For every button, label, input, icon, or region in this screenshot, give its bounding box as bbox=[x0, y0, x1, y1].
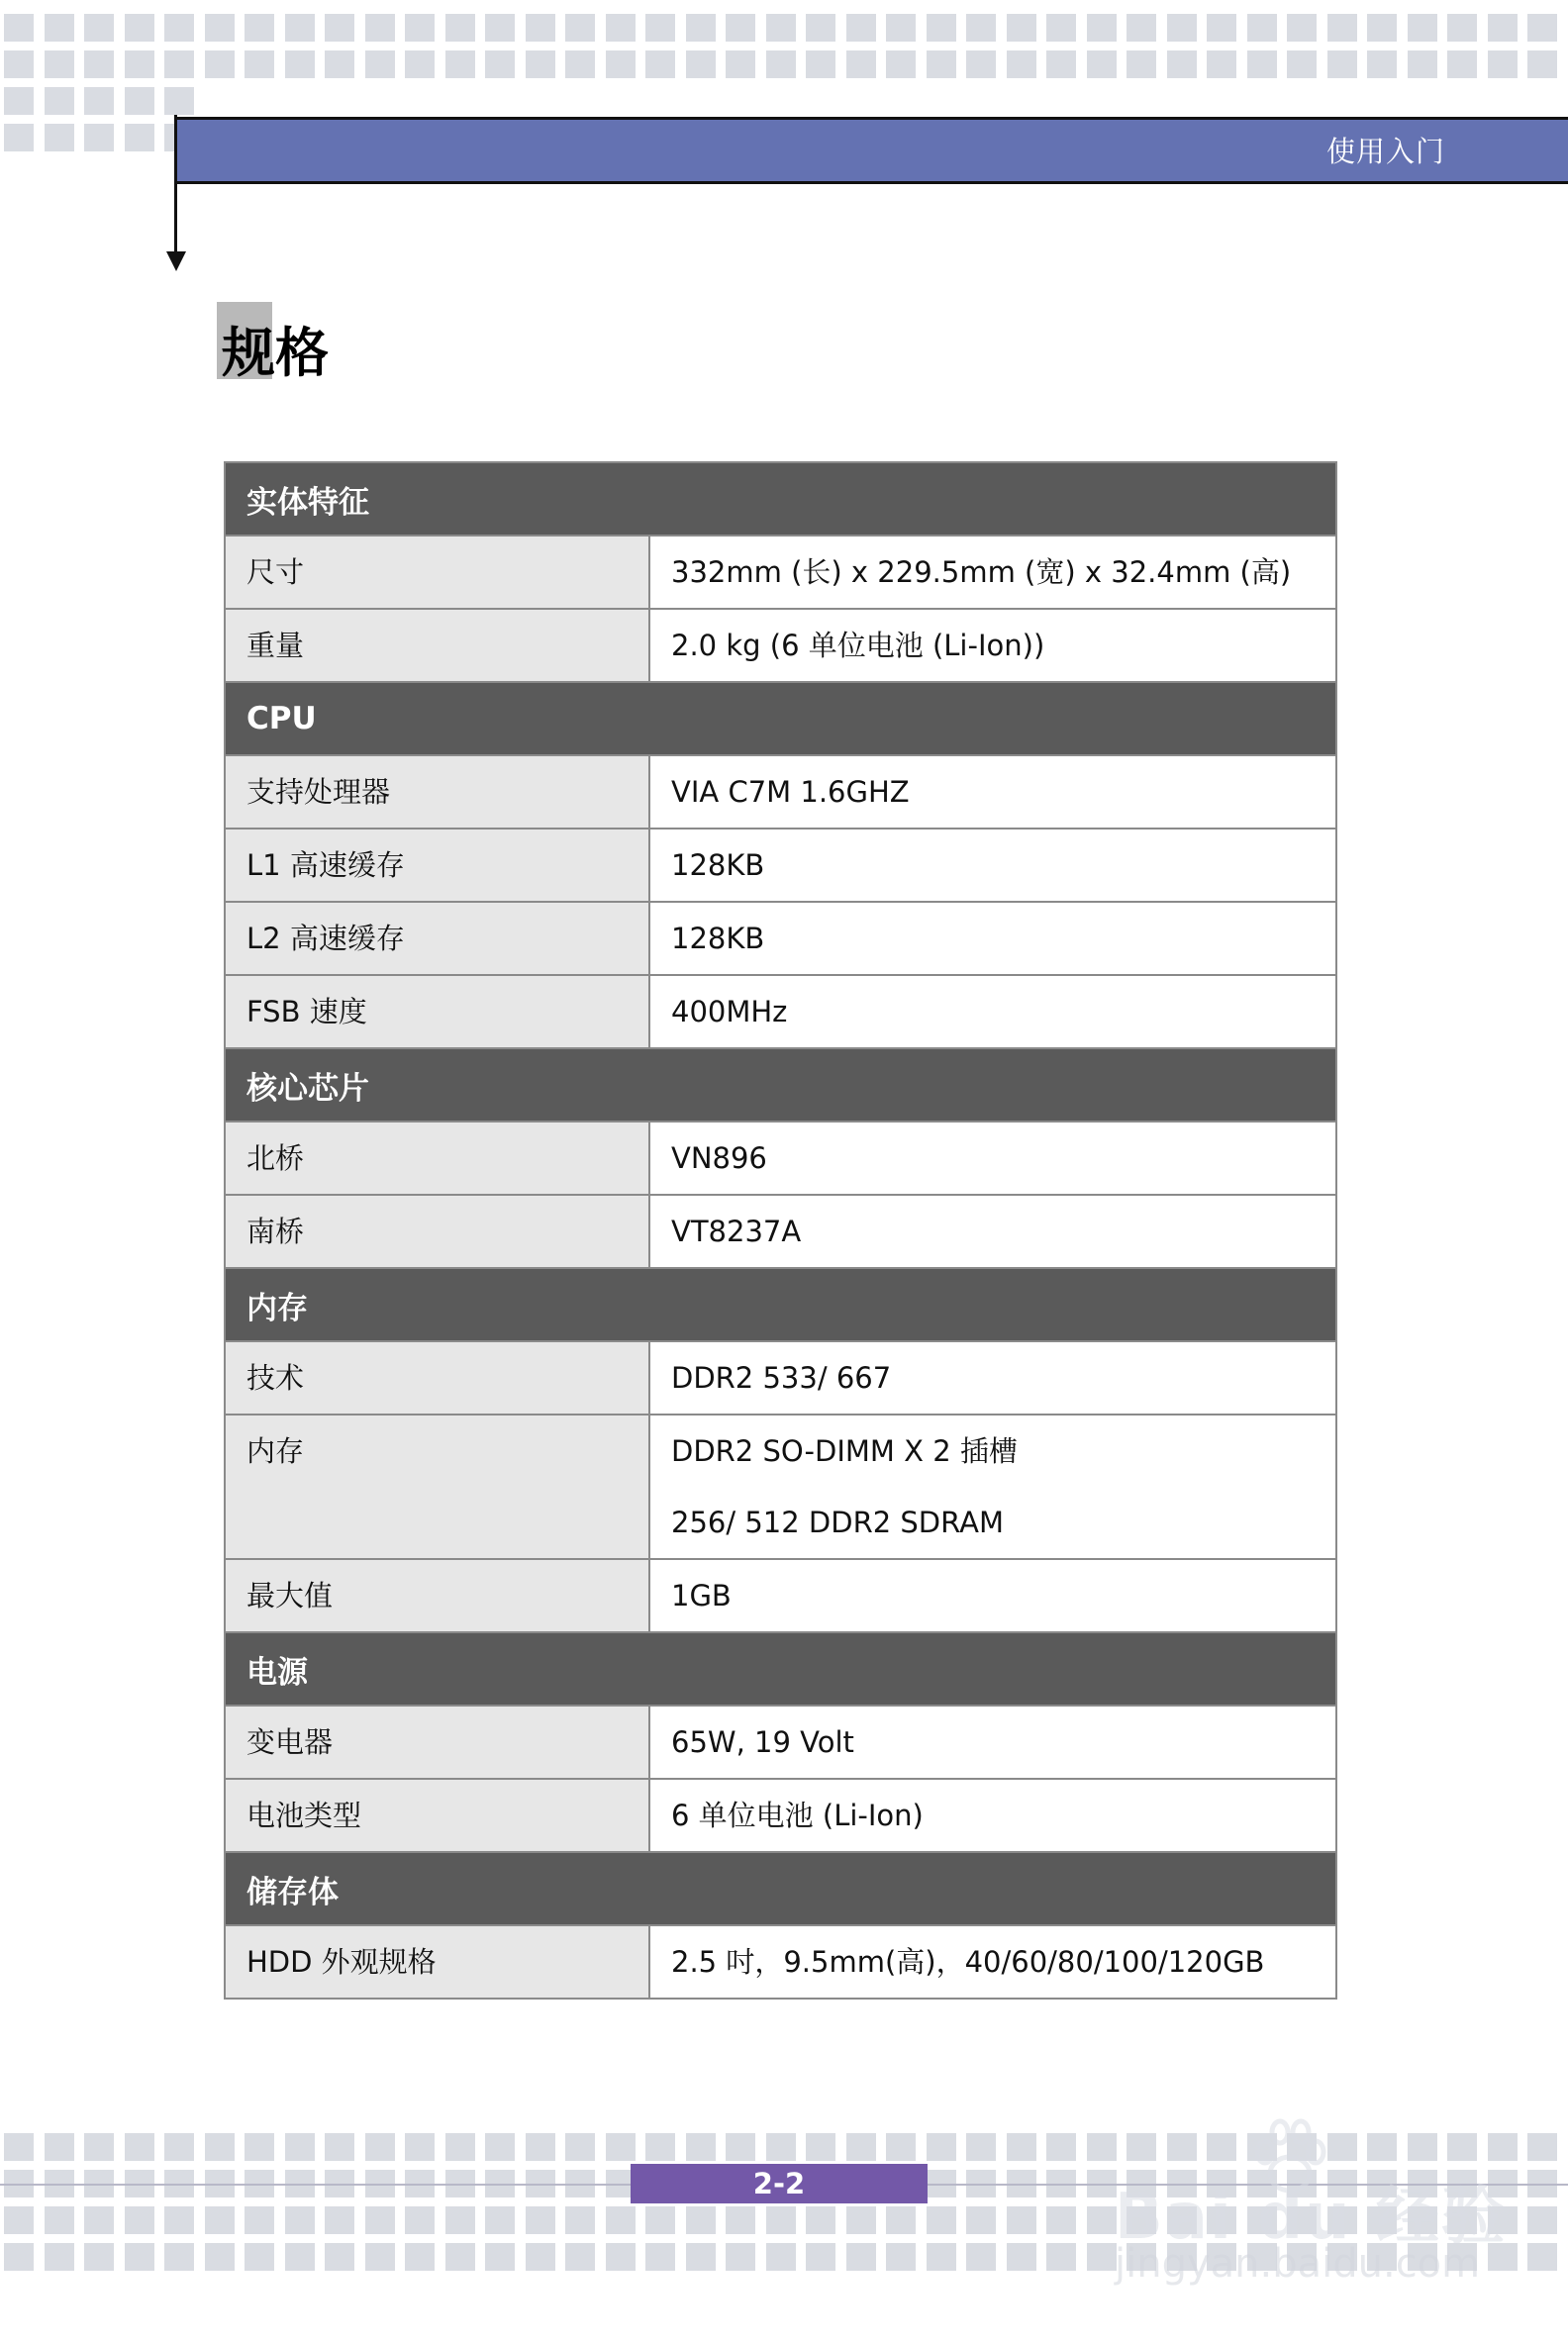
pattern-tile bbox=[1167, 50, 1197, 78]
spec-value-cell bbox=[650, 976, 1335, 1047]
pattern-tile bbox=[766, 50, 796, 78]
spec-value-cell bbox=[650, 830, 1335, 901]
pattern-tile bbox=[4, 2133, 34, 2161]
pattern-tile bbox=[45, 2243, 74, 2271]
spec-value: DDR2 SO-DIMM X 2 插槽 bbox=[671, 1434, 1018, 1468]
spec-label: L1 高速缓存 bbox=[246, 848, 405, 882]
pattern-tile bbox=[1087, 50, 1117, 78]
spec-label: 变电器 bbox=[246, 1725, 334, 1759]
pattern-tile bbox=[1287, 14, 1317, 42]
section-header-label: 实体特征 bbox=[246, 484, 369, 521]
spec-value-cell bbox=[650, 1926, 1335, 1998]
pattern-tile bbox=[125, 14, 154, 42]
spec-label: 电池类型 bbox=[246, 1799, 362, 1832]
pattern-tile bbox=[846, 50, 876, 78]
pattern-tile bbox=[45, 2206, 74, 2234]
pattern-tile bbox=[84, 2243, 114, 2271]
pattern-tile bbox=[4, 2243, 34, 2271]
pattern-tile bbox=[405, 2133, 435, 2161]
pattern-tile bbox=[806, 2133, 835, 2161]
section-header-row bbox=[226, 1853, 1335, 1926]
spec-label: L2 高速缓存 bbox=[246, 922, 405, 955]
spec-label-cell bbox=[226, 1780, 650, 1851]
pattern-tile bbox=[766, 2206, 796, 2234]
spec-value-cell bbox=[650, 537, 1335, 608]
spec-label: 重量 bbox=[246, 629, 305, 662]
pattern-tile bbox=[606, 14, 636, 42]
pattern-tile bbox=[84, 87, 114, 115]
pattern-tile bbox=[164, 14, 194, 42]
pattern-tile bbox=[245, 14, 274, 42]
pattern-tile bbox=[1367, 14, 1397, 42]
pattern-tile bbox=[365, 2133, 395, 2161]
pattern-tile bbox=[84, 2206, 114, 2234]
spec-row bbox=[226, 903, 1335, 976]
pattern-tile bbox=[886, 14, 916, 42]
section-header-row bbox=[226, 683, 1335, 756]
spec-value: VN896 bbox=[671, 1141, 767, 1175]
pattern-tile bbox=[565, 2206, 595, 2234]
pattern-tile bbox=[927, 14, 956, 42]
pattern-tile bbox=[1367, 50, 1397, 78]
header-vertical-line bbox=[174, 115, 177, 253]
pattern-tile bbox=[1046, 2133, 1076, 2161]
spec-label: 南桥 bbox=[246, 1215, 305, 1248]
pattern-tile bbox=[4, 14, 34, 42]
spec-label-cell bbox=[226, 1123, 650, 1194]
pattern-tile bbox=[726, 2206, 755, 2234]
spec-label-cell bbox=[226, 1196, 650, 1267]
pattern-tile bbox=[365, 50, 395, 78]
pattern-tile bbox=[966, 50, 996, 78]
page-title: 规格 bbox=[222, 321, 329, 384]
pattern-tile bbox=[927, 50, 956, 78]
pattern-tile bbox=[125, 124, 154, 151]
pattern-tile bbox=[1447, 14, 1477, 42]
pattern-tile bbox=[285, 2206, 315, 2234]
pattern-tile bbox=[645, 2243, 675, 2271]
section-header-row bbox=[226, 463, 1335, 537]
spec-label-cell bbox=[226, 756, 650, 828]
pattern-tile bbox=[1127, 14, 1156, 42]
spec-label: 最大值 bbox=[246, 1579, 334, 1612]
header-section-label: 使用入门 bbox=[1325, 135, 1445, 168]
pattern-tile bbox=[1247, 14, 1277, 42]
spec-value-cell bbox=[650, 756, 1335, 828]
spec-row bbox=[226, 610, 1335, 683]
pattern-tile bbox=[84, 2133, 114, 2161]
spec-value: 128KB bbox=[671, 848, 765, 882]
pattern-tile bbox=[966, 2133, 996, 2161]
spec-label-cell bbox=[226, 1342, 650, 1414]
spec-label: 内存 bbox=[246, 1434, 305, 1468]
spec-row bbox=[226, 1707, 1335, 1780]
spec-label-cell bbox=[226, 610, 650, 681]
pattern-tile bbox=[1046, 50, 1076, 78]
pattern-tile bbox=[485, 14, 515, 42]
pattern-tile bbox=[445, 50, 475, 78]
pattern-tile bbox=[806, 2206, 835, 2234]
pattern-tile bbox=[125, 87, 154, 115]
spec-label: HDD 外观规格 bbox=[246, 1945, 437, 1979]
watermark-brand: Bai du 经验 bbox=[1115, 2181, 1507, 2254]
pattern-tile bbox=[645, 14, 675, 42]
spec-row bbox=[226, 1560, 1335, 1633]
pattern-tile bbox=[645, 2206, 675, 2234]
pattern-tile bbox=[606, 2133, 636, 2161]
pattern-tile bbox=[565, 14, 595, 42]
pattern-tile bbox=[485, 2133, 515, 2161]
pattern-tile bbox=[4, 2206, 34, 2234]
pattern-tile bbox=[1046, 2243, 1076, 2271]
pattern-tile bbox=[245, 2206, 274, 2234]
pattern-tile bbox=[4, 87, 34, 115]
spec-value-cell bbox=[650, 1342, 1335, 1414]
pattern-tile bbox=[927, 2243, 956, 2271]
spec-value-cell bbox=[650, 903, 1335, 974]
pattern-tile bbox=[365, 14, 395, 42]
pattern-tile bbox=[686, 2243, 716, 2271]
pattern-tile bbox=[125, 2206, 154, 2234]
pattern-tile bbox=[445, 2206, 475, 2234]
pattern-tile bbox=[164, 87, 194, 115]
pattern-tile bbox=[445, 14, 475, 42]
section-header-label: CPU bbox=[246, 701, 317, 736]
pattern-tile bbox=[726, 2133, 755, 2161]
section-header-label: 内存 bbox=[246, 1290, 308, 1326]
spec-row bbox=[226, 830, 1335, 903]
pattern-tile bbox=[726, 50, 755, 78]
pattern-tile bbox=[1007, 50, 1036, 78]
pattern-tile bbox=[565, 2133, 595, 2161]
spec-row bbox=[226, 976, 1335, 1049]
pattern-tile bbox=[84, 50, 114, 78]
pattern-tile bbox=[245, 2243, 274, 2271]
pattern-tile bbox=[1527, 50, 1557, 78]
pattern-tile bbox=[125, 2133, 154, 2161]
pattern-tile bbox=[1287, 50, 1317, 78]
spec-value-cell bbox=[650, 1560, 1335, 1631]
pattern-tile bbox=[45, 14, 74, 42]
spec-row bbox=[226, 1780, 1335, 1853]
pattern-tile bbox=[405, 50, 435, 78]
pattern-tile bbox=[1087, 14, 1117, 42]
section-header-label: 电源 bbox=[246, 1654, 308, 1691]
pattern-tile bbox=[686, 14, 716, 42]
pattern-tile bbox=[445, 2243, 475, 2271]
pattern-tile bbox=[526, 2206, 555, 2234]
pattern-tile bbox=[1327, 14, 1357, 42]
pattern-tile bbox=[1007, 14, 1036, 42]
spec-value: 65W, 19 Volt bbox=[671, 1725, 854, 1759]
pattern-tile bbox=[205, 2206, 235, 2234]
pattern-tile bbox=[846, 14, 876, 42]
spec-value-cell bbox=[650, 1707, 1335, 1778]
page-number: 2-2 bbox=[752, 2167, 806, 2200]
pattern-tile bbox=[164, 50, 194, 78]
spec-row bbox=[226, 1123, 1335, 1196]
pattern-tile bbox=[325, 2206, 354, 2234]
spec-label: 技术 bbox=[246, 1361, 305, 1395]
pattern-tile bbox=[927, 2133, 956, 2161]
pattern-tile bbox=[205, 14, 235, 42]
pattern-tile bbox=[1127, 50, 1156, 78]
pattern-tile bbox=[245, 50, 274, 78]
pattern-tile bbox=[1527, 2206, 1557, 2234]
pattern-tile bbox=[164, 2133, 194, 2161]
pattern-tile bbox=[1007, 2243, 1036, 2271]
pattern-tile bbox=[1207, 50, 1236, 78]
spec-label-cell bbox=[226, 1707, 650, 1778]
spec-row bbox=[226, 1416, 1335, 1560]
spec-value: 256/ 512 DDR2 SDRAM bbox=[671, 1506, 1004, 1539]
pattern-tile bbox=[766, 2243, 796, 2271]
pattern-tile bbox=[325, 50, 354, 78]
spec-label: 尺寸 bbox=[246, 555, 305, 589]
pattern-tile bbox=[84, 14, 114, 42]
pattern-tile bbox=[526, 50, 555, 78]
spec-value: 400MHz bbox=[671, 995, 788, 1028]
pattern-tile bbox=[565, 2243, 595, 2271]
pattern-tile bbox=[686, 2133, 716, 2161]
pattern-tile bbox=[485, 50, 515, 78]
pattern-tile bbox=[205, 50, 235, 78]
spec-value-cell bbox=[650, 1123, 1335, 1194]
pattern-tile bbox=[164, 2243, 194, 2271]
pattern-tile bbox=[1167, 14, 1197, 42]
spec-value: 128KB bbox=[671, 922, 765, 955]
pattern-tile bbox=[4, 124, 34, 151]
pattern-tile bbox=[405, 2243, 435, 2271]
spec-value: 2.5 吋，9.5mm(高)，40/60/80/100/120GB bbox=[671, 1945, 1265, 1979]
pattern-tile bbox=[766, 2133, 796, 2161]
spec-label-cell bbox=[226, 1560, 650, 1631]
pattern-tile bbox=[886, 2133, 916, 2161]
spec-value-cell bbox=[650, 1196, 1335, 1267]
spec-label-cell bbox=[226, 1926, 650, 1998]
pattern-tile bbox=[966, 2243, 996, 2271]
pattern-tile bbox=[526, 14, 555, 42]
spec-value: 332mm (长) x 229.5mm (宽) x 32.4mm (高) bbox=[671, 555, 1292, 589]
spec-value-cell bbox=[650, 1780, 1335, 1851]
pattern-tile bbox=[1527, 2243, 1557, 2271]
pattern-tile bbox=[1046, 2206, 1076, 2234]
pattern-tile bbox=[84, 124, 114, 151]
pattern-tile bbox=[645, 50, 675, 78]
section-header-row bbox=[226, 1633, 1335, 1707]
pattern-tile bbox=[164, 2206, 194, 2234]
pattern-tile bbox=[325, 2133, 354, 2161]
spec-label-cell bbox=[226, 976, 650, 1047]
pattern-tile bbox=[45, 87, 74, 115]
pattern-tile bbox=[4, 50, 34, 78]
pattern-tile bbox=[886, 50, 916, 78]
pattern-tile bbox=[1247, 50, 1277, 78]
watermark-url: jingyan.baidu.com bbox=[1115, 2241, 1481, 2287]
pattern-tile bbox=[846, 2243, 876, 2271]
section-header-row bbox=[226, 1049, 1335, 1123]
pattern-tile bbox=[1007, 2206, 1036, 2234]
pattern-tile bbox=[606, 2243, 636, 2271]
pattern-tile bbox=[45, 124, 74, 151]
pattern-tile bbox=[966, 14, 996, 42]
pattern-tile bbox=[405, 2206, 435, 2234]
pattern-tile bbox=[285, 50, 315, 78]
pattern-tile bbox=[726, 2243, 755, 2271]
pattern-tile bbox=[645, 2133, 675, 2161]
section-header-row bbox=[226, 1269, 1335, 1342]
spec-label-cell bbox=[226, 830, 650, 901]
pattern-tile bbox=[445, 2133, 475, 2161]
pattern-tile bbox=[806, 14, 835, 42]
pattern-tile bbox=[365, 2243, 395, 2271]
spec-value: VIA C7M 1.6GHZ bbox=[671, 775, 910, 809]
spec-label: 北桥 bbox=[246, 1141, 305, 1175]
pattern-tile bbox=[365, 2206, 395, 2234]
pattern-tile bbox=[1408, 50, 1437, 78]
pattern-tile bbox=[686, 50, 716, 78]
pattern-tile bbox=[245, 2133, 274, 2161]
spec-row bbox=[226, 1926, 1335, 1998]
pattern-tile bbox=[1007, 2133, 1036, 2161]
pattern-tile bbox=[846, 2206, 876, 2234]
pattern-tile bbox=[806, 2243, 835, 2271]
pattern-tile bbox=[285, 2133, 315, 2161]
baidu-watermark bbox=[1109, 2118, 1515, 2287]
pattern-tile bbox=[405, 14, 435, 42]
pattern-tile bbox=[1046, 14, 1076, 42]
pattern-tile bbox=[325, 14, 354, 42]
spec-value: DDR2 533/ 667 bbox=[671, 1361, 892, 1395]
spec-value-cell bbox=[650, 610, 1335, 681]
section-header-label: 储存体 bbox=[246, 1874, 339, 1910]
pattern-tile bbox=[205, 2133, 235, 2161]
pattern-tile bbox=[285, 14, 315, 42]
pattern-tile bbox=[1488, 50, 1518, 78]
pattern-tile bbox=[686, 2206, 716, 2234]
pattern-tile bbox=[1207, 14, 1236, 42]
pattern-tile bbox=[726, 14, 755, 42]
pattern-tile bbox=[1488, 14, 1518, 42]
section-header-label: 核心芯片 bbox=[246, 1070, 369, 1107]
spec-table bbox=[224, 461, 1337, 2000]
pattern-tile bbox=[485, 2206, 515, 2234]
page-number-box bbox=[631, 2164, 928, 2203]
spec-label-cell bbox=[226, 1416, 650, 1558]
pattern-tile bbox=[886, 2206, 916, 2234]
pattern-tile bbox=[927, 2206, 956, 2234]
pattern-tile bbox=[606, 2206, 636, 2234]
pattern-tile bbox=[966, 2206, 996, 2234]
spec-row bbox=[226, 756, 1335, 830]
pattern-tile bbox=[205, 2243, 235, 2271]
pattern-tile bbox=[886, 2243, 916, 2271]
spec-value-cell bbox=[650, 1416, 1335, 1558]
spec-value: 6 单位电池 (Li-Ion) bbox=[671, 1799, 924, 1832]
spec-label: FSB 速度 bbox=[246, 995, 367, 1028]
pattern-tile bbox=[45, 50, 74, 78]
spec-value: 1GB bbox=[671, 1579, 732, 1612]
pattern-tile bbox=[125, 2243, 154, 2271]
pattern-tile bbox=[565, 50, 595, 78]
spec-row bbox=[226, 1342, 1335, 1416]
spec-value: 2.0 kg (6 单位电池 (Li-Ion)) bbox=[671, 629, 1045, 662]
spec-label-cell bbox=[226, 903, 650, 974]
pattern-tile bbox=[325, 2243, 354, 2271]
pattern-tile bbox=[1408, 14, 1437, 42]
pattern-tile bbox=[846, 2133, 876, 2161]
pattern-tile bbox=[766, 14, 796, 42]
pattern-tile bbox=[1447, 50, 1477, 78]
pattern-tile bbox=[1527, 2133, 1557, 2161]
down-arrow-icon bbox=[166, 251, 186, 271]
pattern-tile bbox=[1327, 50, 1357, 78]
spec-row bbox=[226, 1196, 1335, 1269]
spec-label-cell bbox=[226, 537, 650, 608]
pattern-tile bbox=[526, 2243, 555, 2271]
pattern-tile bbox=[125, 50, 154, 78]
spec-row bbox=[226, 537, 1335, 610]
pattern-tile bbox=[45, 2133, 74, 2161]
pattern-tile bbox=[606, 50, 636, 78]
spec-value: VT8237A bbox=[671, 1215, 802, 1248]
spec-label: 支持处理器 bbox=[246, 775, 391, 809]
pattern-tile bbox=[485, 2243, 515, 2271]
pattern-tile bbox=[285, 2243, 315, 2271]
pattern-tile bbox=[1527, 14, 1557, 42]
pattern-tile bbox=[806, 50, 835, 78]
pattern-tile bbox=[526, 2133, 555, 2161]
